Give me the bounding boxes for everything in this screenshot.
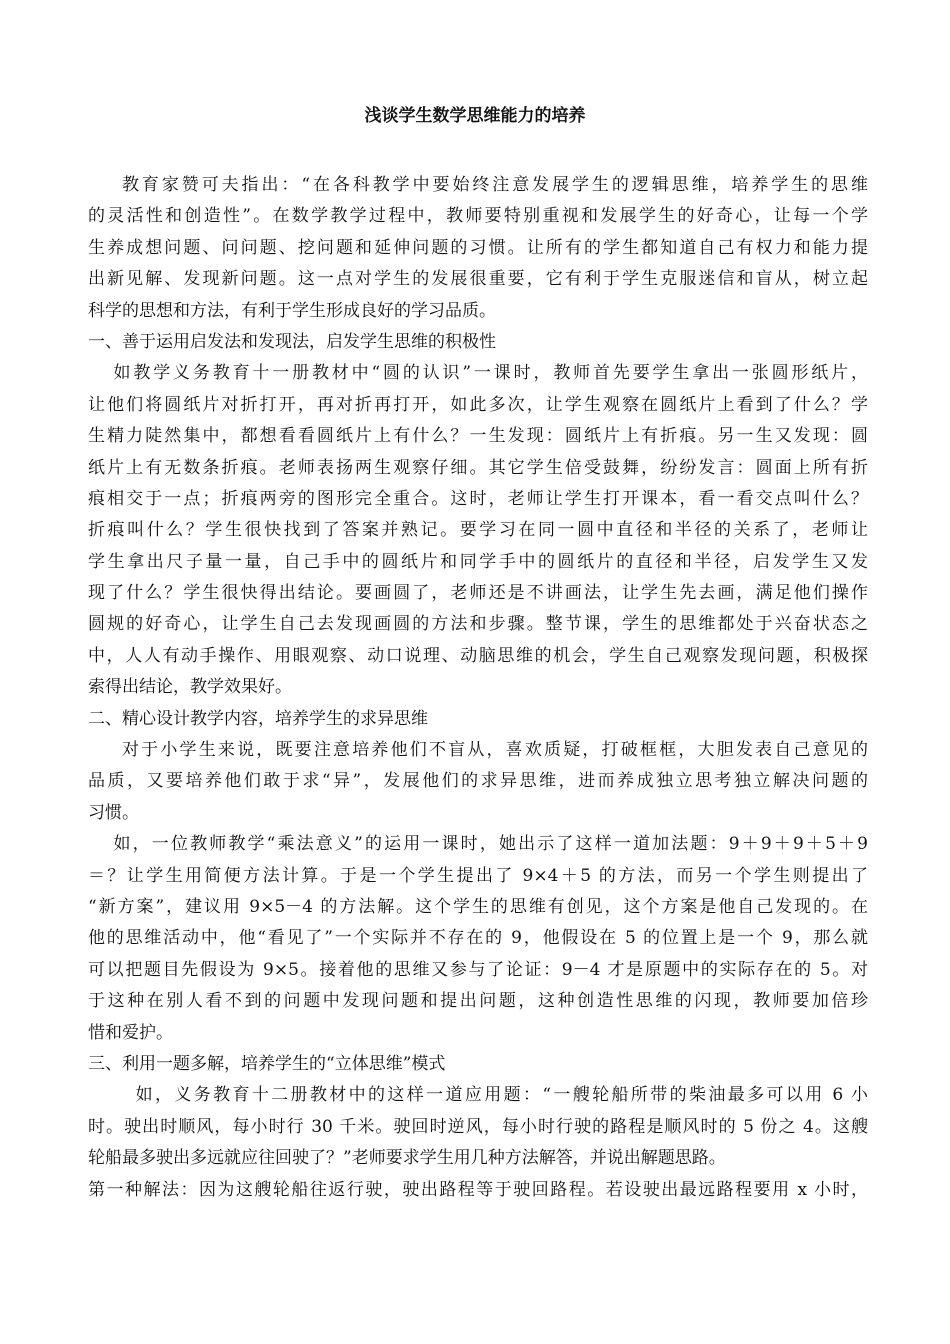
text-line: 出新见解、发现新问题。这一点对学生的发展很重要，它有利于学生克服迷信和盲从，树立起: [88, 269, 868, 290]
text-line: 教育家赞可夫指出：“在各科教学中要始终注意发展学生的逻辑思维，培养学生的思维: [122, 175, 868, 195]
text-line: 现了什么？学生很快得出结论。要画圆了，老师还是不讲画法，让学生先去画，满足他们操作: [88, 583, 868, 604]
text-line: 可以把题目先假设为 9×5。接着他的思维又参与了论证：9－4 才是原题中的实际存在的 5。对: [88, 959, 868, 980]
text-line: 品质，又要培养他们敢于求“异”，发展他们的求异思维，进而养成独立思考独立解决问题的: [88, 771, 868, 792]
text-line: 生养成想问题、问问题、挖问题和延伸问题的习惯。让所有的学生都知道自己有权力和能力提: [88, 237, 868, 258]
text-line: 对于小学生来说，既要注意培养他们不盲从，喜欢质疑，打破框框，大胆发表自己意见的: [122, 740, 868, 761]
text-line: 痕相交于一点；折痕两旁的图形完全重合。这时，老师让学生打开课本，看一看交点叫什么？: [88, 488, 868, 509]
text-line: 一、善于运用启发法和发现法，启发学生思维的积极性: [88, 331, 496, 352]
text-line: ＝？让学生用简便方法计算。于是一个学生提出了 9×4＋5 的方法，而另一个学生则提出了: [88, 865, 868, 886]
text-line: 学生拿出尺子量一量，自己手中的圆纸片和同学手中的圆纸片的直径和半径，启发学生又发: [88, 551, 868, 572]
text-line: 时。驶出时顺风，每小时行 30 千米。驶回时逆风，每小时行驶的路程是顺风时的 5 份之 4。这艘: [88, 1116, 868, 1137]
text-line: 纸片上有无数条折痕。老师表扬两生观察仔细。其它学生倍受鼓舞，纷纷发言：圆面上所有折: [88, 457, 868, 478]
text-line: 如，义务教育十二册教材中的这样一道应用题：“一艘轮船所带的柴油最多可以用 6 小: [135, 1085, 868, 1106]
text-line: 惜和爱护。: [88, 1022, 173, 1043]
text-line: 二、精心设计教学内容，培养学生的求异思维: [88, 708, 428, 729]
text-line: 让他们将圆纸片对折打开，再对折再打开，如此多次，让学生观察在圆纸片上看到了什么？学: [88, 394, 868, 415]
document-body: [88, 170, 868, 1206]
text-line: 如，一位教师教学“乘法意义”的运用一课时，她出示了这样一道加法题：9＋9＋9＋5＋9: [113, 834, 868, 855]
text-line: 折痕叫什么？学生很快找到了答案并熟记。要学习在同一圆中直径和半径的关系了，老师让: [88, 520, 868, 541]
text-line: “新方案”，建议用 9×5－4 的方法解。这个学生的思维有创见，这个方案是他自己发现的。在: [88, 896, 868, 917]
document-title: 浅谈学生数学思维能力的培养: [364, 106, 586, 126]
text-line: 中，人人有动手操作、用眼观察、动口说理、动脑思维的机会，学生自己观察发现问题，积极探: [88, 645, 868, 666]
text-line: 他的思维活动中，他“看见了”一个实际并不存在的 9，他假设在 5 的位置上是一个 9，那么就: [88, 928, 868, 949]
text-line: 生精力陡然集中，都想看看圆纸片上有什么？一生发现：圆纸片上有折痕。另一生又发现：圆: [88, 426, 868, 447]
text-line: 圆规的好奇心，让学生自己去发现画圆的方法和步骤。整节课，学生的思维都处于兴奋状态之: [88, 614, 868, 635]
text-line: 三、利用一题多解，培养学生的“立体思维”模式: [88, 1053, 446, 1074]
text-line: 如教学义务教育十一册教材中“圆的认识”一课时，教师首先要学生拿出一张圆形纸片，: [113, 363, 868, 384]
text-line: 轮船最多驶出多远就应往回驶了？”老师要求学生用几种方法解答，并说出解题思路。: [88, 1148, 726, 1169]
text-line: 习惯。: [88, 802, 139, 823]
text-line: 于这种在别人看不到的问题中发现问题和提出问题，这种创造性思维的闪现，教师要加倍珍: [88, 991, 868, 1012]
text-line: 的灵活性和创造性”。在数学教学过程中，教师要特别重视和发展学生的好奇心，让每一个学: [88, 206, 868, 227]
text-line: 第一种解法：因为这艘轮船往返行驶，驶出路程等于驶回路程。若设驶出最远路程要用 x 小时，: [88, 1179, 868, 1200]
text-line: 索得出结论，教学效果好。: [88, 677, 292, 698]
text-line: 科学的思想和方法，有利于学生形成良好的学习品质。: [88, 300, 496, 321]
